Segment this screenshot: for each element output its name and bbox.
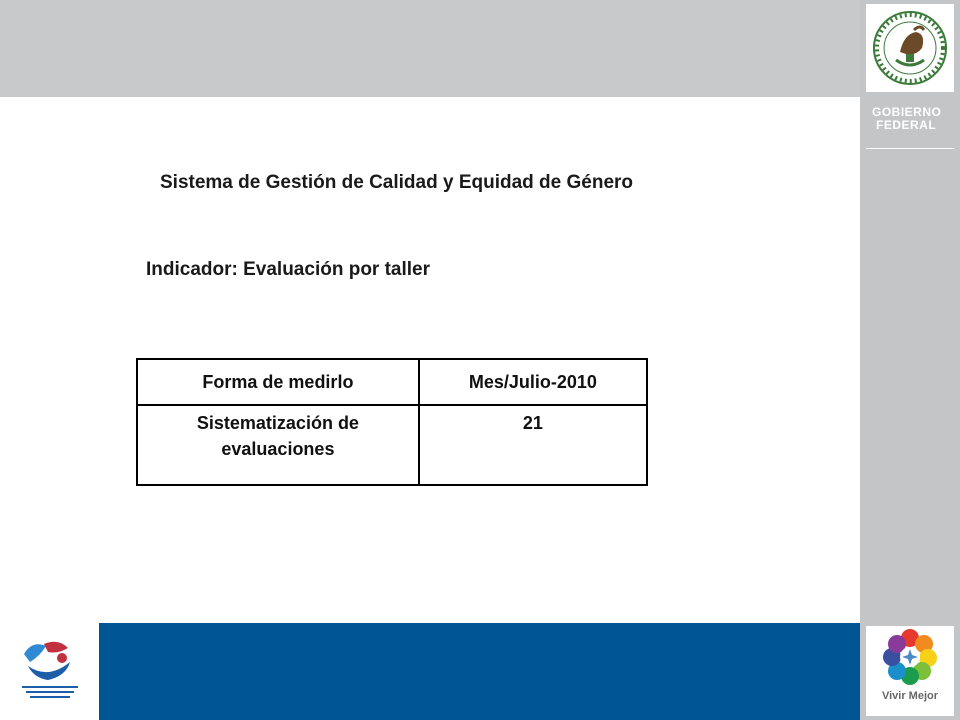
national-seal-logo: [866, 4, 954, 92]
header-band: [0, 0, 860, 97]
eagle-seal-icon: [870, 8, 950, 88]
gov-line-1: GOBIERNO: [872, 105, 942, 119]
page-subtitle: Indicador: Evaluación por taller: [146, 259, 431, 280]
brand-divider: [866, 148, 954, 149]
column-header: Forma de medirlo: [137, 359, 419, 405]
table-cell: 21: [419, 405, 647, 485]
table-header-row: [137, 359, 647, 405]
footer-band: [99, 623, 860, 720]
vivir-mejor-label: Vivir Mejor: [881, 690, 939, 702]
inmujeres-icon: [18, 636, 82, 706]
flower-icon: [880, 626, 940, 686]
gov-line-2: FEDERAL: [876, 118, 937, 132]
indicator-table: [136, 358, 648, 486]
table-cell: Sistematización de evaluaciones: [137, 405, 419, 485]
inmujeres-logo: [18, 636, 82, 706]
vivir-mejor-logo: [866, 626, 954, 716]
gobierno-federal-wordmark: [866, 106, 954, 132]
page-title: Sistema de Gestión de Calidad y Equidad de Género: [160, 172, 634, 193]
column-header: Mes/Julio-2010: [419, 359, 647, 405]
table-row: [137, 405, 647, 485]
